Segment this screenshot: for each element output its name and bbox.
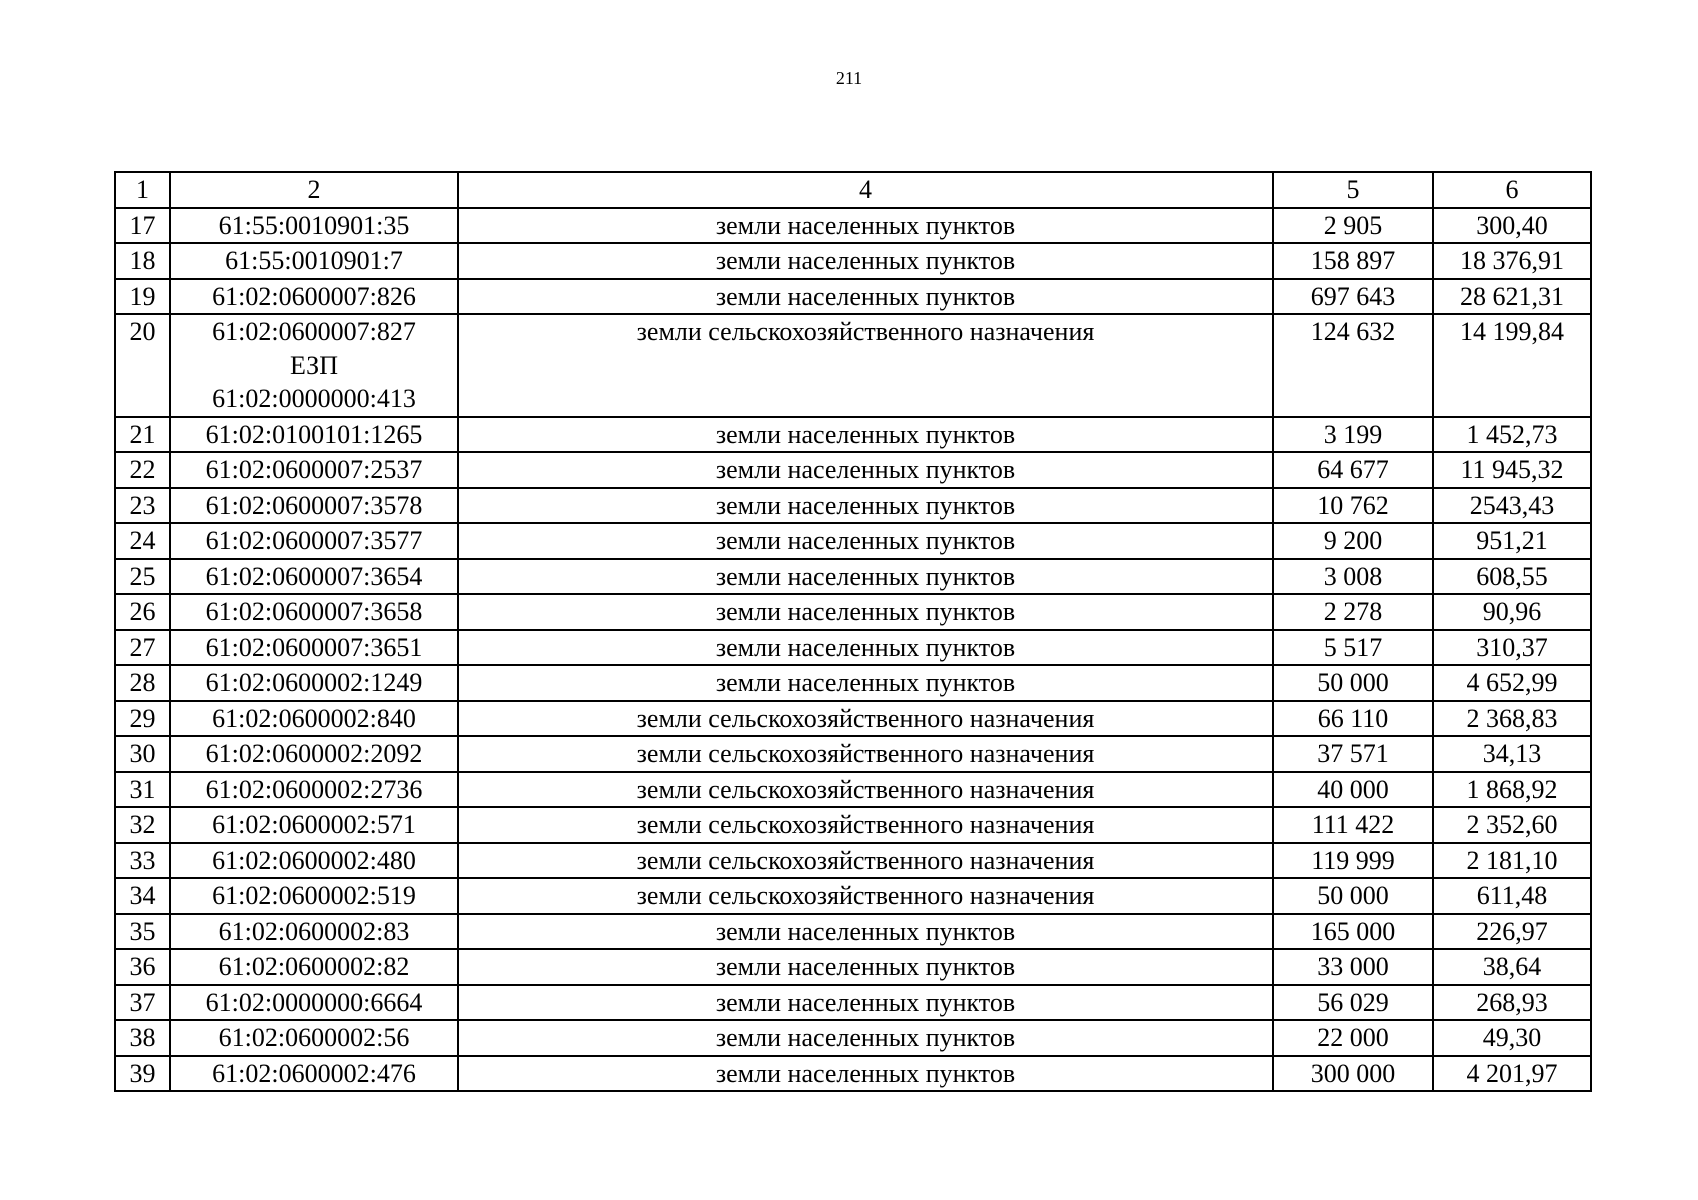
value-cell: 90,96 bbox=[1433, 594, 1591, 630]
cadastral-number-cell bbox=[170, 807, 458, 843]
area-cell: 66 110 bbox=[1273, 701, 1433, 737]
cadastral-number-cell bbox=[170, 914, 458, 950]
area-cell: 64 677 bbox=[1273, 452, 1433, 488]
cadastral-number-cell bbox=[170, 594, 458, 630]
area-cell: 124 632 bbox=[1273, 314, 1433, 417]
land-category-cell: земли населенных пунктов bbox=[458, 417, 1273, 453]
cadastral-number: 61:02:0600002:840 bbox=[212, 703, 416, 733]
area-cell: 9 200 bbox=[1273, 523, 1433, 559]
value-cell: 34,13 bbox=[1433, 736, 1591, 772]
cadastral-number: 61:02:0600007:2537 bbox=[205, 455, 423, 484]
area-cell: 50 000 bbox=[1273, 665, 1433, 701]
table-row bbox=[115, 878, 1591, 914]
table-row bbox=[115, 630, 1591, 666]
value-cell: 300,40 bbox=[1433, 208, 1591, 244]
cadastral-number: 61:02:0600002:2092 bbox=[205, 739, 423, 768]
cadastral-number: 61:02:0600007:827 bbox=[212, 317, 416, 346]
row-number-cell: 19 bbox=[115, 279, 170, 315]
cadastral-number-cell bbox=[170, 1056, 458, 1092]
value-cell: 28 621,31 bbox=[1433, 279, 1591, 315]
area-cell: 158 897 bbox=[1273, 243, 1433, 279]
cadastral-number-cell bbox=[170, 279, 458, 315]
row-number-cell: 20 bbox=[115, 314, 170, 417]
row-number-cell: 17 bbox=[115, 208, 170, 244]
cadastral-number: 61:02:0600007:3651 bbox=[205, 632, 423, 662]
cadastral-number-cell bbox=[170, 949, 458, 985]
table-row bbox=[115, 772, 1591, 808]
value-cell: 2543,43 bbox=[1433, 488, 1591, 524]
cadastral-number-cell bbox=[170, 523, 458, 559]
land-category-cell: земли населенных пунктов bbox=[458, 630, 1273, 666]
cadastral-number: 61:02:0600007:3577 bbox=[205, 526, 423, 555]
cadastral-number-cell bbox=[170, 452, 458, 488]
cadastral-number-cell bbox=[170, 559, 458, 595]
cadastral-number: 61:02:0600002:476 bbox=[212, 1058, 416, 1088]
row-number-cell: 28 bbox=[115, 665, 170, 701]
value-cell: 608,55 bbox=[1433, 559, 1591, 595]
area-cell: 10 762 bbox=[1273, 488, 1433, 524]
cadastral-number: 61:02:0000000:6664 bbox=[205, 987, 423, 1017]
cadastral-number-cell bbox=[170, 488, 458, 524]
column-number-cell: 6 bbox=[1433, 172, 1591, 208]
cadastral-number: ЕЗП bbox=[289, 350, 338, 380]
value-cell: 4 201,97 bbox=[1433, 1056, 1591, 1092]
area-cell: 119 999 bbox=[1273, 843, 1433, 879]
area-cell: 165 000 bbox=[1273, 914, 1433, 950]
table-row bbox=[115, 1056, 1591, 1092]
value-cell: 2 181,10 bbox=[1433, 843, 1591, 879]
cadastral-number: 61:02:0600002:2736 bbox=[205, 774, 423, 804]
land-category-cell: земли сельскохозяйственного назначения bbox=[458, 701, 1273, 737]
cadastral-number-cell bbox=[170, 243, 458, 279]
area-cell: 56 029 bbox=[1273, 985, 1433, 1021]
area-cell: 50 000 bbox=[1273, 878, 1433, 914]
cadastral-number-cell bbox=[170, 985, 458, 1021]
column-number-row bbox=[115, 172, 1591, 208]
land-category-cell: земли сельскохозяйственного назначения bbox=[458, 736, 1273, 772]
table-row bbox=[115, 314, 1591, 417]
cadastral-number: 61:02:0600002:56 bbox=[218, 1023, 410, 1052]
cadastral-number-cell bbox=[170, 208, 458, 244]
cadastral-number: 61:02:0600002:82 bbox=[218, 952, 410, 981]
cadastral-number-cell bbox=[170, 665, 458, 701]
cadastral-number: 61:02:0000000:413 bbox=[212, 384, 416, 413]
cadastral-number-cell bbox=[170, 1020, 458, 1056]
value-cell: 11 945,32 bbox=[1433, 452, 1591, 488]
land-category-cell: земли населенных пунктов bbox=[458, 243, 1273, 279]
land-category-cell: земли сельскохозяйственного назначения bbox=[458, 807, 1273, 843]
table-row bbox=[115, 843, 1591, 879]
land-category-cell: земли населенных пунктов bbox=[458, 208, 1273, 244]
land-category-cell: земли населенных пунктов bbox=[458, 914, 1273, 950]
land-category-cell: земли населенных пунктов bbox=[458, 985, 1273, 1021]
land-category-cell: земли населенных пунктов bbox=[458, 594, 1273, 630]
row-number-cell: 31 bbox=[115, 772, 170, 808]
land-category-cell: земли населенных пунктов bbox=[458, 665, 1273, 701]
cadastral-number-cell bbox=[170, 701, 458, 737]
land-category-cell: земли населенных пунктов bbox=[458, 949, 1273, 985]
row-number-cell: 36 bbox=[115, 949, 170, 985]
table-row bbox=[115, 279, 1591, 315]
table-row bbox=[115, 243, 1591, 279]
row-number-cell: 21 bbox=[115, 417, 170, 453]
value-cell: 1 452,73 bbox=[1433, 417, 1591, 453]
table-row bbox=[115, 488, 1591, 524]
value-cell: 611,48 bbox=[1433, 878, 1591, 914]
table-row bbox=[115, 1020, 1591, 1056]
cadastral-number-cell bbox=[170, 417, 458, 453]
area-cell: 3 199 bbox=[1273, 417, 1433, 453]
cadastral-number: 61:02:0600002:1249 bbox=[205, 668, 423, 697]
area-cell: 22 000 bbox=[1273, 1020, 1433, 1056]
cadastral-number-cell bbox=[170, 630, 458, 666]
table-row bbox=[115, 807, 1591, 843]
land-category-cell: земли сельскохозяйственного назначения bbox=[458, 843, 1273, 879]
area-cell: 5 517 bbox=[1273, 630, 1433, 666]
table-row bbox=[115, 914, 1591, 950]
land-category-cell: земли сельскохозяйственного назначения bbox=[458, 772, 1273, 808]
cadastral-number: 61:55:0010901:7 bbox=[225, 246, 403, 275]
row-number-cell: 37 bbox=[115, 985, 170, 1021]
row-number-cell: 38 bbox=[115, 1020, 170, 1056]
cadastral-number: 61:02:0100101:1265 bbox=[205, 419, 423, 449]
area-cell: 2 278 bbox=[1273, 594, 1433, 630]
area-cell: 2 905 bbox=[1273, 208, 1433, 244]
row-number-cell: 32 bbox=[115, 807, 170, 843]
land-category-cell: земли сельскохозяйственного назначения bbox=[458, 878, 1273, 914]
land-category-cell: земли населенных пунктов bbox=[458, 279, 1273, 315]
table-row bbox=[115, 208, 1591, 244]
table-row bbox=[115, 736, 1591, 772]
row-number-cell: 22 bbox=[115, 452, 170, 488]
value-cell: 268,93 bbox=[1433, 985, 1591, 1021]
value-cell: 1 868,92 bbox=[1433, 772, 1591, 808]
value-cell: 226,97 bbox=[1433, 914, 1591, 950]
cadastral-number: 61:02:0600002:571 bbox=[212, 810, 416, 839]
value-cell: 14 199,84 bbox=[1433, 314, 1591, 417]
row-number-cell: 25 bbox=[115, 559, 170, 595]
table-row bbox=[115, 701, 1591, 737]
value-cell: 18 376,91 bbox=[1433, 243, 1591, 279]
land-category-cell: земли населенных пунктов bbox=[458, 452, 1273, 488]
area-cell: 33 000 bbox=[1273, 949, 1433, 985]
table-row bbox=[115, 594, 1591, 630]
cadastral-number: 61:02:0600007:826 bbox=[212, 281, 416, 311]
column-number-cell: 1 bbox=[115, 172, 170, 208]
row-number-cell: 35 bbox=[115, 914, 170, 950]
row-number-cell: 29 bbox=[115, 701, 170, 737]
column-number-cell: 5 bbox=[1273, 172, 1433, 208]
column-number-cell: 2 bbox=[170, 172, 458, 208]
area-cell: 37 571 bbox=[1273, 736, 1433, 772]
cadastral-number: 61:02:0600002:519 bbox=[212, 881, 416, 910]
table-row bbox=[115, 559, 1591, 595]
table-row bbox=[115, 417, 1591, 453]
land-category-cell: земли населенных пунктов bbox=[458, 523, 1273, 559]
row-number-cell: 26 bbox=[115, 594, 170, 630]
cadastral-number-cell bbox=[170, 878, 458, 914]
area-cell: 697 643 bbox=[1273, 279, 1433, 315]
value-cell: 310,37 bbox=[1433, 630, 1591, 666]
row-number-cell: 30 bbox=[115, 736, 170, 772]
table-row bbox=[115, 949, 1591, 985]
row-number-cell: 33 bbox=[115, 843, 170, 879]
row-number-cell: 23 bbox=[115, 488, 170, 524]
value-cell: 4 652,99 bbox=[1433, 665, 1591, 701]
area-cell: 3 008 bbox=[1273, 559, 1433, 595]
table-body bbox=[115, 208, 1591, 1092]
table-row bbox=[115, 985, 1591, 1021]
area-cell: 40 000 bbox=[1273, 772, 1433, 808]
value-cell: 38,64 bbox=[1433, 949, 1591, 985]
land-plots-table bbox=[114, 171, 1592, 1092]
row-number-cell: 34 bbox=[115, 878, 170, 914]
cadastral-number: 61:02:0600007:3658 bbox=[205, 597, 423, 626]
page-number: 211 bbox=[835, 68, 863, 88]
row-number-cell: 39 bbox=[115, 1056, 170, 1092]
area-cell: 300 000 bbox=[1273, 1056, 1433, 1092]
table-row bbox=[115, 665, 1591, 701]
land-category-cell: земли населенных пунктов bbox=[458, 559, 1273, 595]
cadastral-number-cell bbox=[170, 843, 458, 879]
value-cell: 2 352,60 bbox=[1433, 807, 1591, 843]
row-number-cell: 18 bbox=[115, 243, 170, 279]
row-number-cell: 24 bbox=[115, 523, 170, 559]
table-row bbox=[115, 523, 1591, 559]
cadastral-number: 61:55:0010901:35 bbox=[218, 210, 410, 240]
cadastral-number: 61:02:0600007:3654 bbox=[205, 561, 423, 591]
cadastral-number: 61:02:0600002:480 bbox=[212, 845, 416, 875]
cadastral-number: 61:02:0600002:83 bbox=[218, 916, 410, 946]
cadastral-number-cell bbox=[170, 314, 458, 417]
land-category-cell: земли сельскохозяйственного назначения bbox=[458, 314, 1273, 417]
column-number-cell: 4 bbox=[458, 172, 1273, 208]
value-cell: 2 368,83 bbox=[1433, 701, 1591, 737]
cadastral-number-cell bbox=[170, 736, 458, 772]
cadastral-number-cell bbox=[170, 772, 458, 808]
land-category-cell: земли населенных пунктов bbox=[458, 1056, 1273, 1092]
cadastral-number: 61:02:0600007:3578 bbox=[205, 490, 423, 520]
value-cell: 951,21 bbox=[1433, 523, 1591, 559]
land-category-cell: земли населенных пунктов bbox=[458, 488, 1273, 524]
table-row bbox=[115, 452, 1591, 488]
land-category-cell: земли населенных пунктов bbox=[458, 1020, 1273, 1056]
row-number-cell: 27 bbox=[115, 630, 170, 666]
area-cell: 111 422 bbox=[1273, 807, 1433, 843]
value-cell: 49,30 bbox=[1433, 1020, 1591, 1056]
